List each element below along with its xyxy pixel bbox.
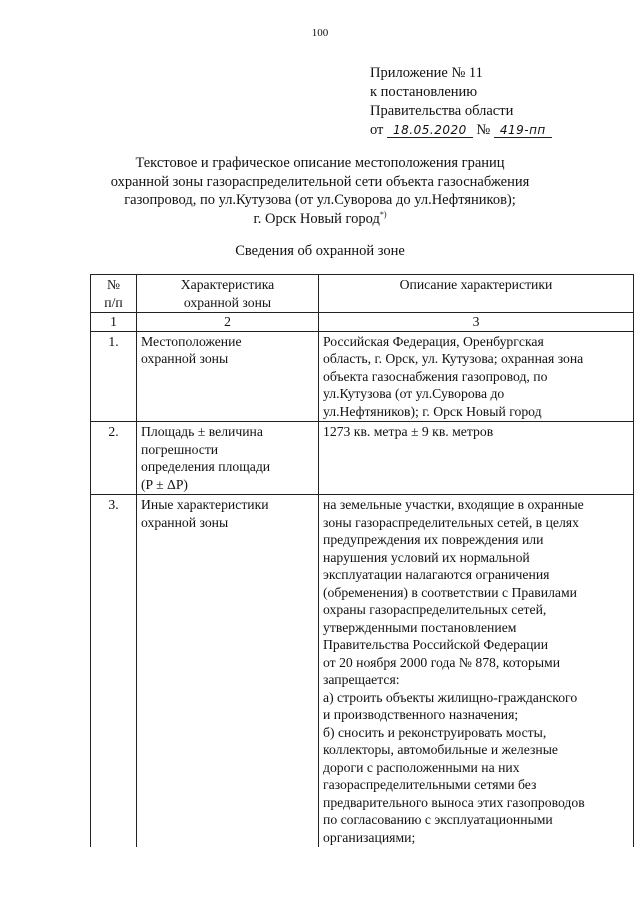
date-prefix: от [370,122,384,138]
table-row [91,495,634,848]
zone-table [90,274,634,847]
row-characteristic: Иные характеристики охранной зоны [137,495,319,848]
row-characteristic: Местоположение охранной зоны [137,331,319,422]
index-cell: 2 [137,313,319,332]
title-city: г. Орск Новый город [253,210,380,227]
appendix-line-3: Правительства области [370,103,514,119]
title-line-3: газопровод, по ул.Кутузова (от ул.Суворова до ул.Нефтяников); [124,192,516,208]
appendix-line-1: Приложение № 11 [370,65,483,81]
row-num: 3. [91,495,137,848]
index-cell: 3 [319,313,634,332]
title-line-2: охранной зоны газораспределительной сети объекта газоснабжения [110,173,530,190]
row-num: 2. [91,422,137,495]
title-line-4 [80,210,560,229]
document-title [80,154,560,228]
handwritten-number: 419-пп [494,123,552,138]
title-line-1: Текстовое и графическое описание местоположения границ [135,155,505,171]
index-cell: 1 [91,313,137,332]
appendix-date-line [370,121,552,140]
appendix-block [370,64,552,140]
number-prefix: № [476,122,491,138]
table-header-row [91,275,634,313]
page-number: 100 [311,27,329,39]
header-characteristic: Характеристика охранной зоны [137,275,319,313]
row-description: Российская Федерация, Оренбургская область, г. Орск, ул. Кутузова; охранная зона объекта газоснабжения газопровод, по ул.Кутузова (от ул.Суворова до ул.Нефтяников); г. Орск Новый город [319,331,634,422]
footnote-mark: *) [379,209,387,219]
section-heading: Сведения об охранной зоне [235,243,405,259]
appendix-line-2: к постановлению [370,84,478,100]
handwritten-date: 18.05.2020 [387,123,473,138]
table-row [91,422,634,495]
row-description: на земельные участки, входящие в охранные зоны газораспределительных сетей, в целях предупреждения их повреждения или нарушения условий их нормальной эксплуатации налагаются ограничения (обременения) в соответствии с Правилами охраны газораспределительных сетей, утвержденными постановлением Правительства Российской Федерации от 20 ноября 2000 года № 878, которыми запрещается: а) строить объекты жилищно-гражданского и производственного назначения; б) сносить и реконструировать мосты, коллекторы, автомобильные и железные дороги с расположенными на них газораспределительными сетями без предварительного выноса этих газопроводов по согласованию с эксплуатационными организациями; [319,495,634,848]
row-description: 1273 кв. метра ± 9 кв. метров [319,422,634,495]
header-description: Описание характеристики [319,275,634,313]
row-characteristic: Площадь ± величина погрешности определения площади (P ± ΔP) [137,422,319,495]
table-row [91,331,634,422]
index-row [91,313,634,332]
header-num: № п/п [91,275,137,313]
row-num: 1. [91,331,137,422]
